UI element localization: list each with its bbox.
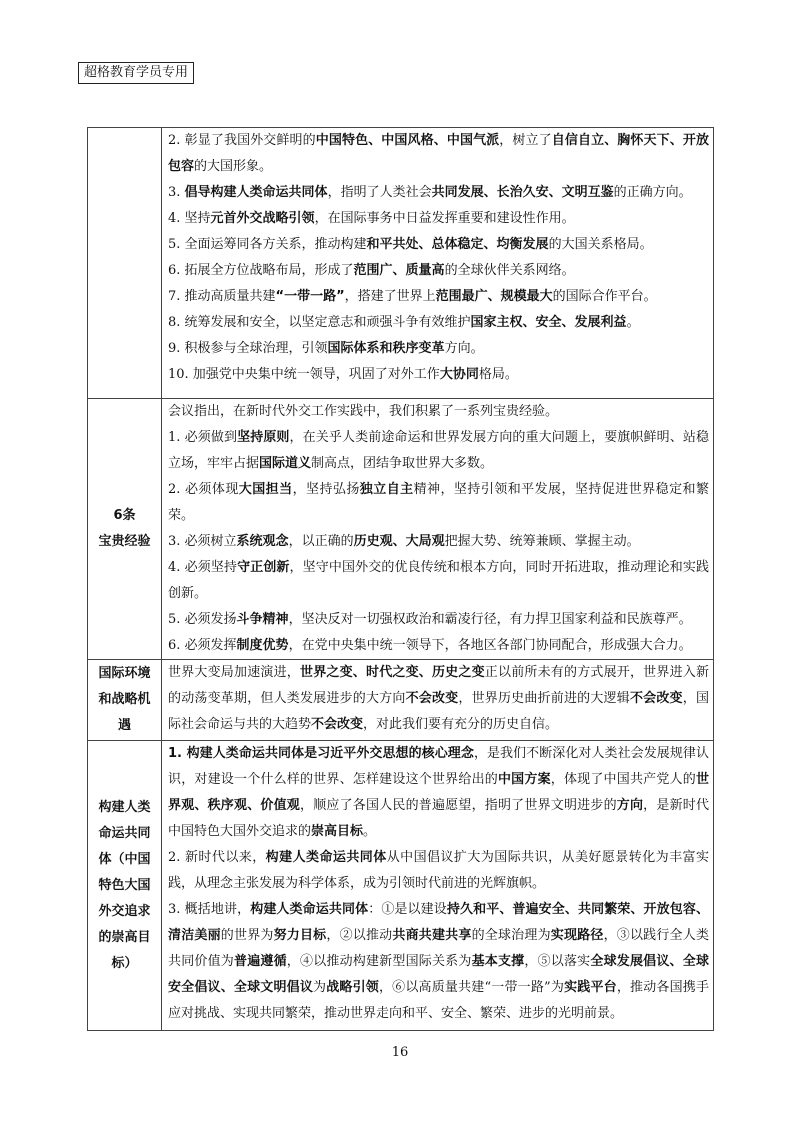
emphasis-text: 努力目标	[273, 928, 327, 943]
body-text: 的大国关系格局。	[548, 237, 653, 252]
body-text: ，⑤以落实	[524, 954, 591, 969]
body-text: 的全球治理为	[471, 928, 551, 943]
category-cell	[88, 399, 162, 660]
body-text: 。	[363, 824, 377, 839]
emphasis-text: 倡导构建人类命运共同体	[184, 185, 328, 200]
body-text: ，顺应了各国人民的普遍愿望，指明了世界文明进步的	[300, 798, 617, 813]
body-text: 5. 全面运筹同各方关系，推动构建	[168, 237, 367, 252]
emphasis-text: 历史观、大局观	[353, 534, 445, 549]
emphasis-text: 国际体系和秩序变革	[327, 341, 445, 356]
content-paragraph	[168, 232, 709, 258]
content-paragraph	[168, 310, 709, 336]
content-paragraph	[168, 336, 709, 362]
content-paragraph	[168, 897, 709, 1027]
body-text: ，坚持弘扬	[292, 482, 360, 497]
emphasis-text: 崇高目标	[311, 824, 364, 839]
content-paragraph	[168, 180, 709, 206]
emphasis-text: 世界之变、时代之变、历史之变	[300, 665, 485, 680]
emphasis-text: 范围广、质量高	[353, 263, 445, 278]
category-cell	[88, 741, 162, 1031]
body-text: ，搭建了世界上	[344, 289, 436, 304]
body-text: 从中国倡议扩大为国际共识，从美好愿景转化为丰富实践，从理念主张发展为科学体系，成为引领时代前进的光辉旗帜。	[168, 850, 709, 891]
body-text: ，以正确的	[288, 534, 354, 549]
emphasis-text: 和平共处、总体稳定、均衡发展	[366, 237, 549, 252]
body-text: ，②以推动	[326, 928, 393, 943]
body-text: ，推动各国携手应对挑战、实现共同繁荣，推动世界走向和平、安全、繁荣、进步的光明前景。	[168, 980, 709, 1021]
body-text: 把握大势、统筹兼顾、掌握主动。	[444, 534, 640, 549]
content-paragraph	[168, 845, 709, 897]
body-text: 制高点，团结争取世界大多数。	[311, 456, 494, 471]
body-text: ，④以推动构建新型国际关系为	[286, 954, 472, 969]
emphasis-text: 不会改变	[629, 691, 683, 706]
body-text: 。	[626, 315, 640, 330]
body-text: 的全球伙伴关系网络。	[444, 263, 575, 278]
body-text: 正以前所未有的方式展开，世界进入新的动荡变革期，但人类发展进步的大方向	[168, 665, 709, 706]
body-text: 4. 必须坚持	[168, 560, 238, 575]
body-text: ，对此我们要有充分的历史自信。	[363, 717, 559, 732]
content-paragraph	[168, 607, 709, 633]
body-text: ，坚决反对一切强权政治和霸凌行径，有力捍卫国家利益和民族尊严。	[288, 612, 692, 627]
table-row-experience	[88, 399, 714, 660]
emphasis-text: 守正创新	[237, 560, 290, 575]
content-paragraph	[168, 128, 709, 180]
content-cell	[162, 128, 714, 399]
emphasis-text: 实践平台	[564, 980, 617, 995]
content-paragraph	[168, 555, 709, 607]
body-text: ，在关乎人类前途命运和世界发展方向的重大问题上，要旗帜鲜明、站稳立场，牢牢占据	[168, 430, 709, 471]
body-text: 8. 统筹发展和安全，以坚定意志和顽强斗争有效维护	[168, 315, 471, 330]
body-text: 的国际合作平台。	[552, 289, 657, 304]
body-text: 方向。	[444, 341, 484, 356]
emphasis-text: 自信自立、胸怀天下、开放包容	[168, 133, 709, 174]
emphasis-text: 大协同	[439, 367, 479, 382]
body-text: 2. 彰显了我国外交鲜明的	[168, 133, 316, 148]
emphasis-text: 不会改变	[405, 691, 459, 706]
content-paragraph	[168, 425, 709, 477]
emphasis-text: 实现路径	[550, 928, 604, 943]
body-text: ，⑥以高质量共建“一带一路”为	[378, 980, 565, 995]
body-text: ，在党中央集中统一领导下，各地区各部门协同配合，形成强大合力。	[288, 638, 692, 653]
emphasis-text: 共同发展、长治久安、文明互鉴	[431, 185, 614, 200]
category-cell	[88, 660, 162, 741]
category-label: 6条 宝贵经验	[98, 508, 151, 549]
header-badge: 超格教育学员专用	[78, 62, 194, 84]
emphasis-text: 战略引领	[326, 980, 379, 995]
emphasis-text: 构建人类命运共同体	[265, 850, 387, 865]
emphasis-text: 共商共建共享	[392, 928, 472, 943]
content-paragraph	[168, 477, 709, 529]
body-text: 的世界为	[220, 928, 274, 943]
content-paragraph	[168, 258, 709, 284]
content-cell	[162, 660, 714, 741]
body-text: 6. 必须发挥	[168, 638, 237, 653]
emphasis-text: 制度优势	[236, 638, 289, 653]
emphasis-text: 世界观、秩序观、价值观	[168, 772, 709, 813]
content-paragraph	[168, 741, 709, 845]
body-text: ，在国际事务中日益发挥重要和建设性作用。	[314, 211, 575, 226]
body-text: 3.	[168, 185, 185, 200]
category-cell	[88, 128, 162, 399]
body-text: 精神，坚持引领和平发展，坚持促进世界稳定和繁荣。	[168, 482, 709, 523]
category-label: 构建人类 命运共同 体（中国 特色大国 外交追求 的崇高目 标）	[98, 799, 151, 971]
emphasis-text: 坚持原则	[237, 430, 290, 445]
emphasis-text: 持久和平、普遍安全、共同繁荣、开放包容、清洁美丽	[168, 902, 709, 943]
body-text: ，指明了人类社会	[327, 185, 432, 200]
category-label: 国际环境 和战略机 遇	[98, 666, 151, 733]
emphasis-text: 1. 构建人类命运共同体是习近平外交思想的核心理念	[168, 746, 474, 761]
emphasis-text: 基本支撑	[471, 954, 525, 969]
emphasis-text: 大国担当	[238, 482, 293, 497]
body-text: ，国际社会命运与共的大趋势	[168, 691, 709, 732]
body-text: ，体现了中国共产党人的	[550, 772, 696, 787]
body-text: 3. 必须树立	[168, 534, 237, 549]
body-text: 3. 概括地讲，	[168, 902, 251, 917]
body-text: 4. 坚持	[168, 211, 211, 226]
emphasis-text: 普遍遵循	[234, 954, 287, 969]
body-text: 5. 必须发扬	[168, 612, 237, 627]
emphasis-text: 全球发展倡议、全球安全倡议、全球文明倡议	[168, 954, 709, 995]
content-cell	[162, 741, 714, 1031]
emphasis-text: 中国特色、中国风格、中国气派	[315, 133, 500, 148]
emphasis-text: 独立自主	[359, 482, 414, 497]
content-cell	[162, 399, 714, 660]
body-text: ，世界历史曲折前进的大逻辑	[458, 691, 630, 706]
emphasis-text: 中国方案	[497, 772, 551, 787]
body-text: 9. 积极参与全球治理，引领	[168, 341, 328, 356]
body-text: 世界大变局加速演进，	[168, 665, 300, 680]
body-text: 格局。	[478, 367, 518, 382]
emphasis-text: 构建人类命运共同体	[250, 902, 369, 917]
content-paragraph	[168, 399, 709, 425]
content-paragraph	[168, 284, 709, 310]
body-text: ：①是以建设	[368, 902, 447, 917]
content-paragraph	[168, 529, 709, 555]
emphasis-text: 范围最广、规模最大	[435, 289, 553, 304]
body-text: 的大国形象。	[194, 159, 273, 174]
emphasis-text: 不会改变	[311, 717, 364, 732]
body-text: 6. 拓展全方位战略布局，形成了	[168, 263, 354, 278]
body-text: ，是我们不断深化对人类社会发展规律认识，对建设一个什么样的世界、怎样建设这个世界给出的	[168, 746, 709, 787]
table-row-environment	[88, 660, 714, 741]
body-text: ，树立了	[499, 133, 552, 148]
emphasis-text: “一带一路”	[275, 289, 345, 304]
emphasis-text: 系统观念	[236, 534, 289, 549]
table-row-achievements	[88, 128, 714, 399]
body-text: 10. 加强党中央集中统一领导，巩固了对外工作	[168, 367, 440, 382]
body-text: 1. 必须做到	[168, 430, 238, 445]
content-paragraph	[168, 206, 709, 232]
body-text: ，是新时代中国特色大国外交追求的	[168, 798, 709, 839]
body-text: 2. 新时代以来，	[168, 850, 266, 865]
body-text: 的正确方向。	[613, 185, 692, 200]
content-table	[87, 127, 714, 1031]
body-text: 为	[313, 980, 327, 995]
body-text: ，坚守中国外交的优良传统和根本方向，同时开拓进取，推动理论和实践创新。	[168, 560, 709, 601]
emphasis-text: 国家主权、安全、发展利益	[470, 315, 627, 330]
content-paragraph	[168, 660, 709, 738]
page-number: 16	[391, 1045, 409, 1060]
content-paragraph	[168, 633, 709, 659]
body-text: 会议指出，在新时代外交工作实践中，我们积累了一系列宝贵经验。	[168, 404, 559, 419]
body-text: 7. 推动高质量共建	[168, 289, 276, 304]
emphasis-text: 方向	[616, 798, 644, 813]
emphasis-text: 斗争精神	[236, 612, 289, 627]
content-paragraph	[168, 362, 709, 388]
body-text: 2. 必须体现	[168, 482, 239, 497]
emphasis-text: 元首外交战略引领	[210, 211, 315, 226]
table-row-community	[88, 741, 714, 1031]
body-text: ，③以践行全人类共同价值为	[168, 928, 709, 969]
emphasis-text: 国际道义	[259, 456, 312, 471]
